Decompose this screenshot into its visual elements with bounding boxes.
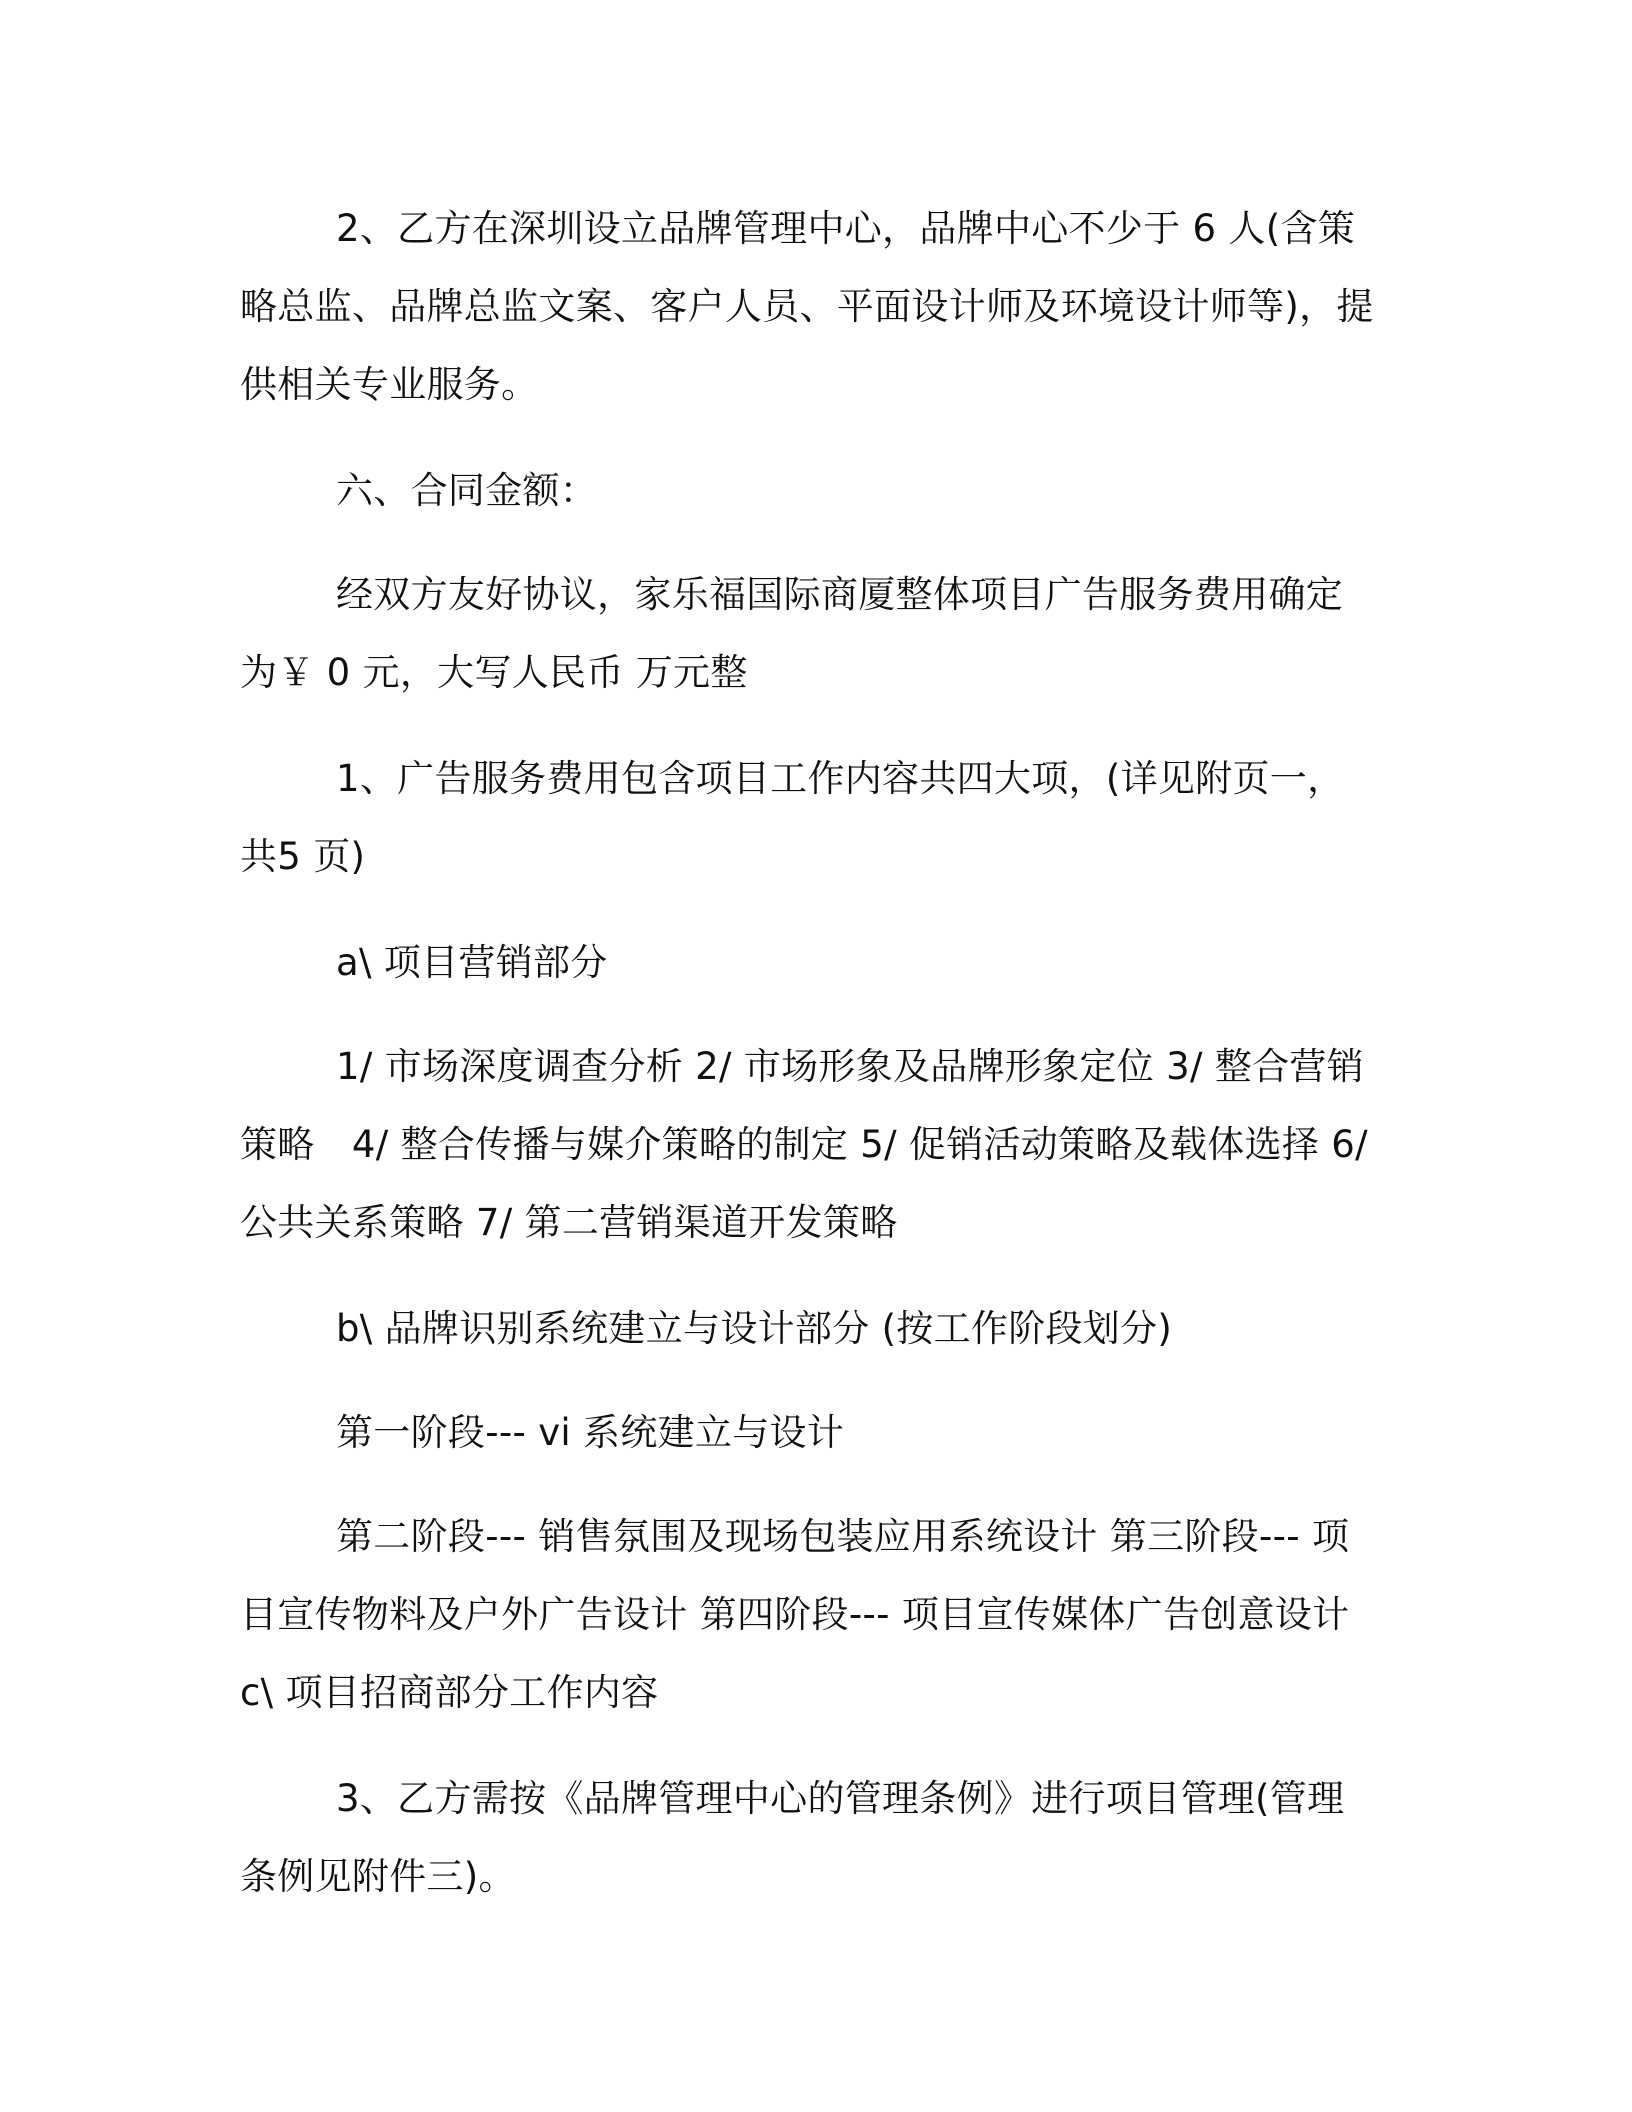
paragraph-management-regulations: 3、乙方需按《品牌管理中心的管理条例》进行项目管理(管理条例见附件三)。 (240, 1777, 1345, 1898)
heading-brand-identity-part: b\ 品牌识别系统建立与设计部分 (按工作阶段划分) (336, 1307, 1173, 1350)
paragraph-stage-one: 第一阶段--- vi 系统建立与设计 (336, 1411, 845, 1454)
heading-contract-amount: 六、合同金额： (336, 469, 598, 512)
paragraph-service-fee: 经双方友好协议，家乐福国际商厦整体项目广告服务费用确定为￥ 0 元，大写人民币 万元整 (240, 573, 1344, 694)
paragraph-marketing-items: 1/ 市场深度调查分析 2/ 市场形象及品牌形象定位 3/ 整合营销策略 4/ 整合传播与媒介策略的制定 5/ 促销活动策略及载体选择 6/ 公共关系策略 7/ 第二营销渠道开发策略 (240, 1045, 1380, 1244)
document-page (240, 190, 1380, 1970)
paragraph-stages-two-to-four: 第二阶段--- 销售氛围及现场包装应用系统设计 第三阶段--- 项目宣传物料及户外广告设计 第四阶段--- 项目宣传媒体广告创意设计 c\ 项目招商部分工作内容 (240, 1515, 1362, 1714)
paragraph-brand-center-staff: 2、乙方在深圳设立品牌管理中心，品牌中心不少于 6 人(含策略总监、品牌总监文案、客户人员、平面设计师及环境设计师等)，提供相关专业服务。 (240, 207, 1374, 406)
heading-marketing-part: a\ 项目营销部分 (336, 941, 608, 984)
paragraph-fee-scope: 1、广告服务费用包含项目工作内容共四大项，(详见附页一，共5 页) (240, 757, 1345, 878)
